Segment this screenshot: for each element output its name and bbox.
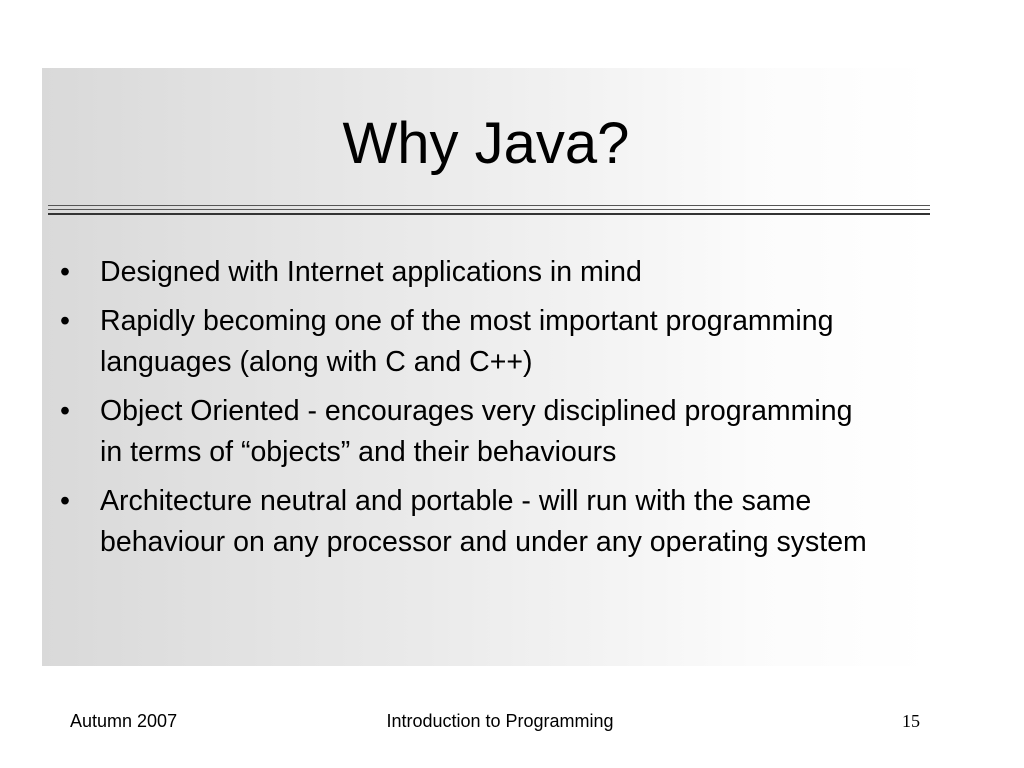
bullet-marker: • — [60, 395, 70, 427]
title-divider-line — [48, 209, 930, 210]
title-divider-line — [48, 213, 930, 215]
footer-page-number: 15 — [902, 711, 920, 731]
bullet-marker: • — [60, 256, 70, 288]
bullet-item — [60, 481, 880, 563]
bullet-text: Architecture neutral and portable - will run with the same behaviour on any processor and under any operating system — [100, 485, 867, 558]
bullet-marker: • — [60, 485, 70, 517]
bullet-marker: • — [60, 305, 70, 337]
bullet-item — [60, 391, 880, 473]
footer-course-title: Introduction to Programming — [386, 711, 614, 731]
bullet-list — [60, 252, 880, 571]
bullet-text: Object Oriented - encourages very disciplined programming in terms of “objects” and their behaviours — [100, 395, 853, 468]
slide-title: Why Java? — [342, 111, 630, 176]
bullet-text: Rapidly becoming one of the most important programming languages (along with C and C++) — [100, 305, 834, 378]
title-divider-line — [48, 205, 930, 206]
bullet-item — [60, 252, 880, 293]
bullet-text: Designed with Internet applications in mind — [100, 256, 642, 288]
bullet-item — [60, 301, 880, 383]
footer-date: Autumn 2007 — [70, 711, 178, 731]
